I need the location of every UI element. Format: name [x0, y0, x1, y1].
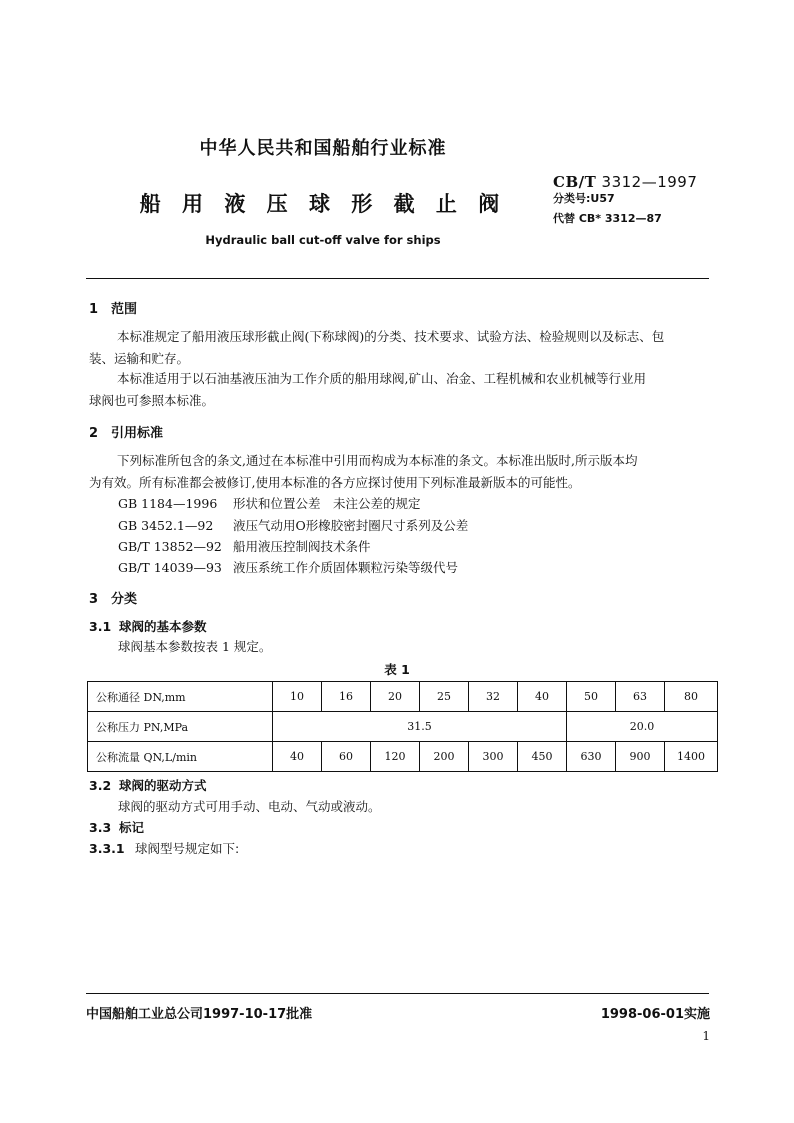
subsection-title: 球阀型号规定如下:: [135, 841, 240, 856]
table-row: [88, 682, 718, 712]
table-cell: 25: [420, 682, 469, 712]
document-number-value: 3312—1997: [601, 173, 698, 191]
section-number: 2: [89, 426, 99, 441]
subsection-3-1-heading: [89, 617, 207, 635]
subsection-number: 3.1: [89, 619, 112, 634]
table-cell: 20.0: [567, 712, 718, 742]
table-cell: 450: [518, 742, 567, 772]
table-cell: 63: [616, 682, 665, 712]
text-line: 下列标准所包含的条文,通过在本标准中引用而构成为本标准的条文。本标准出版时,所示版本均: [117, 453, 638, 468]
row-label-dn: 公称通径 DN,mm: [88, 682, 273, 712]
document-number-prefix: CB/T: [553, 173, 597, 191]
table-cell: 300: [469, 742, 518, 772]
replaces-standard: 代替 CB* 3312—87: [553, 212, 662, 225]
text-line: 装、运输和贮存。: [89, 351, 190, 366]
reference-title: 船用液压控制阀技术条件: [233, 539, 371, 554]
section-title: 引用标准: [111, 426, 164, 441]
table-cell: 50: [567, 682, 616, 712]
subsection-title: 球阀的基本参数: [119, 619, 207, 634]
subsection-3-1-text: 球阀基本参数按表 1 规定。: [118, 639, 272, 654]
subsection-number: 3.2: [89, 778, 112, 793]
section-3-heading: [89, 588, 137, 607]
table-cell: 80: [665, 682, 718, 712]
reference-code: GB 3452.1—92: [118, 518, 214, 533]
subsection-number: 3.3: [89, 820, 112, 835]
document-title-chinese: 船 用 液 压 球 形 截 止 阀: [139, 192, 507, 216]
section-title: 分类: [111, 592, 138, 607]
section-title: 范围: [111, 302, 138, 317]
row-label-qn: 公称流量 QN,L/min: [88, 742, 273, 772]
section-2-heading: [89, 422, 163, 441]
subsection-number: 3.3.1: [89, 841, 125, 856]
table-cell: 60: [322, 742, 371, 772]
reference-title: 液压气动用O形橡胶密封圈尺寸系列及公差: [233, 518, 469, 533]
table-cell: 20: [371, 682, 420, 712]
reference-title: 形状和位置公差 未注公差的规定: [233, 496, 421, 511]
subsection-3-2-heading: [89, 776, 207, 794]
section-1-heading: [89, 298, 137, 317]
text-line: 本标准规定了船用液压球形截止阀(下称球阀)的分类、技术要求、试验方法、检验规则以及标志、包: [117, 329, 665, 344]
section-1-paragraph-1: [89, 326, 709, 370]
section-2-paragraph-1: [89, 450, 709, 494]
table-cell: 40: [273, 742, 322, 772]
table-caption: 表 1: [384, 662, 410, 677]
page-number: 1: [702, 1029, 710, 1043]
subsection-3-3-heading: [89, 818, 144, 836]
table-cell: 1400: [665, 742, 718, 772]
text-line: 球阀也可参照本标准。: [89, 393, 215, 408]
table-cell: 900: [616, 742, 665, 772]
reference-code: GB/T 13852—92: [118, 539, 222, 554]
basic-parameters-table: [87, 681, 718, 772]
section-number: 3: [89, 592, 99, 607]
text-line: 为有效。所有标准都会被修订,使用本标准的各方应探讨使用下列标准最新版本的可能性。: [89, 475, 581, 490]
footer-divider: [86, 993, 709, 994]
row-label-pn: 公称压力 PN,MPa: [88, 712, 273, 742]
reference-item: [118, 516, 468, 534]
subsection-3-2-text: 球阀的驱动方式可用手动、电动、气动或液动。: [118, 799, 381, 814]
org-title: 中华人民共和国船舶行业标准: [199, 138, 447, 159]
table-cell: 10: [273, 682, 322, 712]
subsection-3-3-1-heading: [89, 839, 239, 857]
section-1-paragraph-2: [89, 368, 709, 412]
reference-item: [118, 494, 421, 512]
document-number: [553, 173, 697, 191]
reference-item: [118, 558, 458, 576]
reference-code: GB/T 14039—93: [118, 560, 222, 575]
table-row: [88, 742, 718, 772]
classification-number: 分类号:U57: [553, 192, 615, 205]
table-cell: 31.5: [273, 712, 567, 742]
table-cell: 32: [469, 682, 518, 712]
reference-code: GB 1184—1996: [118, 496, 218, 511]
table-cell: 120: [371, 742, 420, 772]
approval-statement: 中国船舶工业总公司1997-10-17批准: [86, 1007, 313, 1022]
section-number: 1: [89, 302, 99, 317]
table-cell: 630: [567, 742, 616, 772]
reference-title: 液压系统工作介质固体颗粒污染等级代号: [233, 560, 459, 575]
document-title-english: Hydraulic ball cut-off valve for ships: [205, 233, 441, 247]
table-cell: 40: [518, 682, 567, 712]
implementation-date: 1998-06-01实施: [600, 1007, 710, 1022]
subsection-title: 球阀的驱动方式: [119, 778, 207, 793]
reference-item: [118, 537, 371, 555]
text-line: 本标准适用于以石油基液压油为工作介质的船用球阀,矿山、冶金、工程机械和农业机械等行业用: [117, 371, 646, 386]
table-cell: 16: [322, 682, 371, 712]
header-divider: [86, 278, 709, 279]
table-cell: 200: [420, 742, 469, 772]
subsection-title: 标记: [119, 820, 145, 835]
table-row: [88, 712, 718, 742]
